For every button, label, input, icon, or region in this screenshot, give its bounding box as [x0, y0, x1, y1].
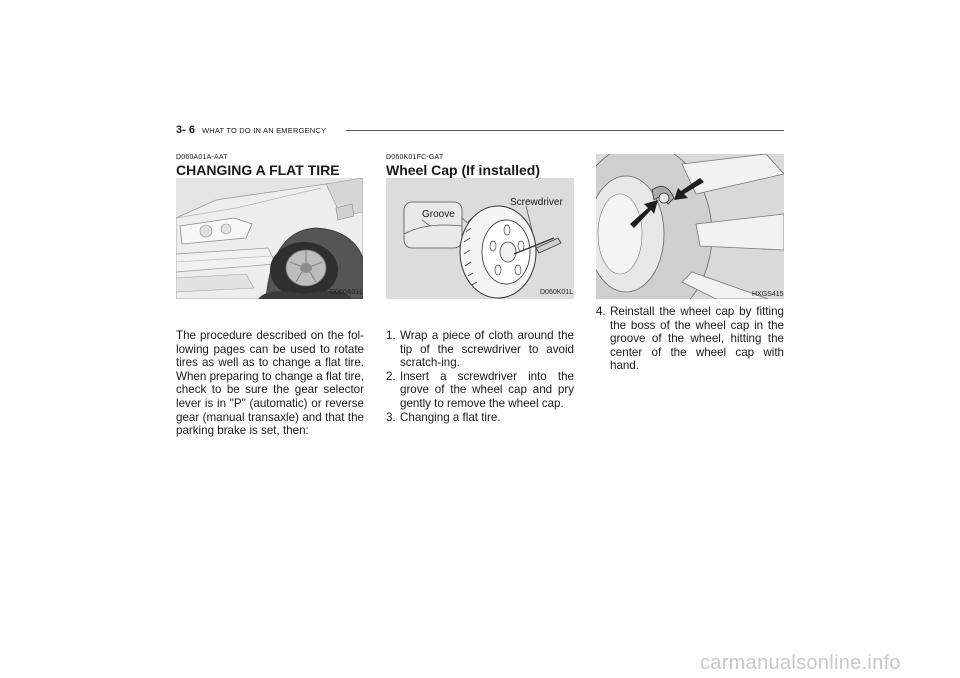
figure-wheel-cap: [596, 154, 784, 299]
step-text: Reinstall the wheel cap by fitting the boss of the wheel cap in the groove of the wheel, hitting the center of the wheel cap with hand.: [610, 305, 784, 373]
figure-car: [176, 178, 363, 299]
label-groove: Groove: [422, 209, 455, 220]
section-title: WHAT TO DO IN AN EMERGENCY: [202, 126, 327, 135]
figure-code-wheelcap: HXGS415: [752, 291, 784, 298]
label-screwdriver: Screwdriver: [510, 197, 563, 208]
page-number: 3- 6: [176, 124, 195, 136]
watermark: carmanualsonline.info: [700, 652, 901, 674]
wheel-cap-steps: [386, 329, 574, 424]
figure-code-tire: D060K01L: [540, 289, 574, 296]
reinstall-steps: [596, 305, 784, 373]
list-item: [386, 370, 574, 411]
step-number: 3.: [386, 410, 396, 424]
section-code-2: D060K01FC-GAT: [386, 154, 444, 161]
step-text: Wrap a piece of cloth around the tip of the screwdriver to avoid scratch-ing.: [400, 329, 574, 370]
intro-paragraph: The procedure described on the fol-lowing pages can be used to rotate tires as well as to change a flat tire. When preparing to change a flat tire, check to be sure the gear selector lever is in "P" (automatic) or reverse gear (manual transaxle) and that the parking brake is set, then:: [176, 329, 364, 438]
list-item: [386, 411, 574, 425]
step-text: Insert a screwdriver into the grove of the wheel cap and pry gently to remove the wheel cap.: [400, 369, 574, 410]
wheel-cap-arrows-illustration-icon: [596, 154, 784, 299]
step-number: 2.: [386, 369, 396, 383]
list-item: [386, 329, 574, 370]
step-number: 1.: [386, 329, 396, 342]
list-item: [596, 305, 784, 373]
section-code-1: D060A01A-AAT: [176, 154, 228, 161]
figure-code-car: D060A01L: [330, 289, 364, 296]
car-front-illustration-icon: [176, 178, 363, 299]
section-title-changing-flat-tire: CHANGING A FLAT TIRE: [176, 162, 340, 178]
step-text: Changing a flat tire.: [400, 410, 501, 424]
section-title-wheel-cap: Wheel Cap (If installed): [386, 162, 541, 178]
header-rule: [346, 130, 784, 131]
step-number: 4.: [596, 305, 606, 318]
